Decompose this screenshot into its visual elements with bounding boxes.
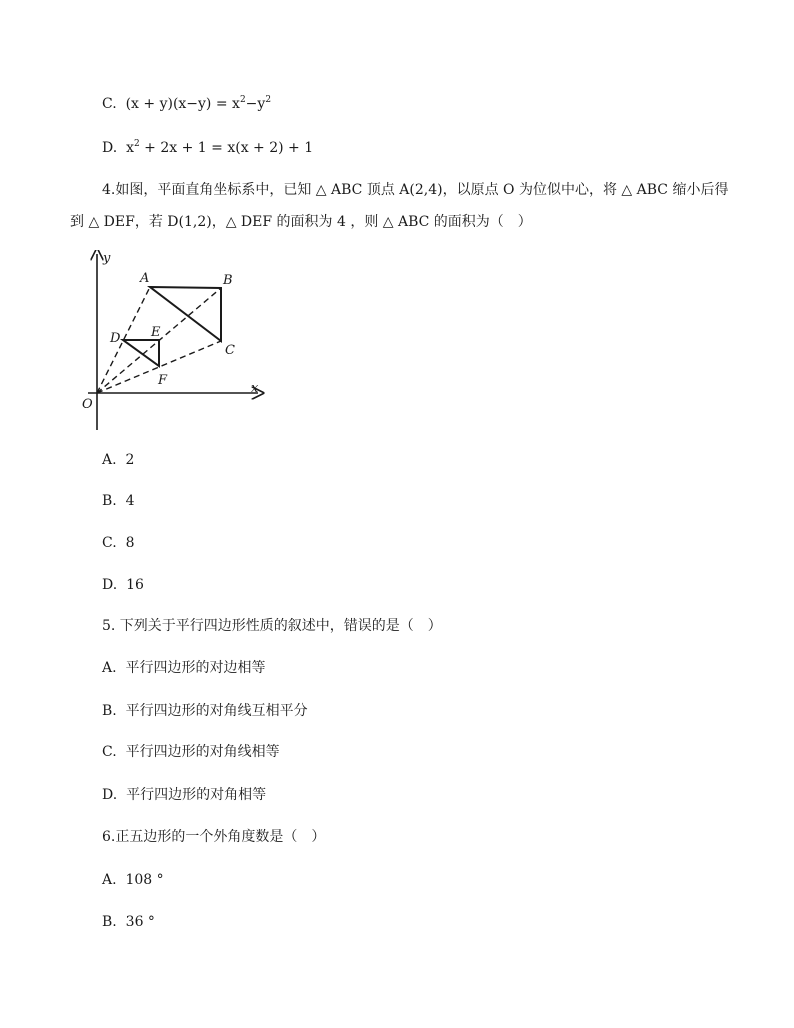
label-o: O [82,397,93,412]
option-label: C. [102,96,117,112]
option-label: A. [102,452,117,468]
label-f: F [158,373,168,388]
q4-option-a [102,450,134,470]
option-text: 108 ° [125,872,164,888]
q6-stem: 6.正五边形的一个外角度数是（ ） [102,829,326,845]
option-text: 平行四边形的对角线相等 [125,744,280,760]
label-d: D [110,331,121,346]
q5-option-b [102,701,308,721]
q4-option-b [102,491,135,511]
option-text: 4 [125,493,135,509]
q6-option-b [102,912,155,932]
label-x: x [251,381,259,396]
option-label: A. [102,872,117,888]
coordinate-diagram [70,250,270,435]
option-label: A. [102,660,117,676]
q4-option-c [102,533,135,553]
label-b: B [223,273,233,288]
q5-stem: 5. 下列关于平行四边形性质的叙述中，错误的是（ ） [102,618,442,634]
option-label: D. [102,577,118,593]
label-y: y [103,251,111,266]
q5-option-a [102,658,265,678]
triangle-abc [150,287,221,341]
q5-option-c [102,742,280,762]
option-label: D. [102,787,118,803]
option-text: 平行四边形的对角线互相平分 [125,703,308,719]
option-text: 8 [125,535,135,551]
label-c: C [225,343,235,358]
q4-option-d [102,575,144,595]
q3-option-c [102,94,271,114]
option-label: B. [102,703,117,719]
label-a: A [140,271,150,286]
option-text: 平行四边形的对边相等 [125,660,266,676]
option-text: 2 [125,452,135,468]
option-expr: $(x + y)(x-y) = x^2-y^2$ [125,95,272,112]
q3-option-d [102,138,313,158]
option-text: 平行四边形的对角相等 [126,787,267,803]
label-e: E [151,325,161,340]
option-text: 16 [126,577,144,593]
option-label: B. [102,493,117,509]
option-label: C. [102,744,117,760]
option-label: C. [102,535,117,551]
option-label: D. [102,140,118,156]
q4-figure [70,250,270,435]
q5-option-d [102,785,266,805]
option-label: B. [102,914,117,930]
option-expr: $x^2 + 2x + 1 = x(x + 2) + 1$ [126,139,314,156]
q4-stem: 4.如图，平面直角坐标系中，已知 △ ABC 顶点 A(2,4)，以原点 O 为位似中心，将 △ ABC 缩小后得到 △ DEF，若 D(1,2)，△ DEF 的面积为 4 ，则 △ ABC 的面积为（ ） [70,182,729,230]
triangle-def [123,340,159,366]
q6-option-a [102,870,164,890]
option-text: 36 ° [125,914,155,930]
